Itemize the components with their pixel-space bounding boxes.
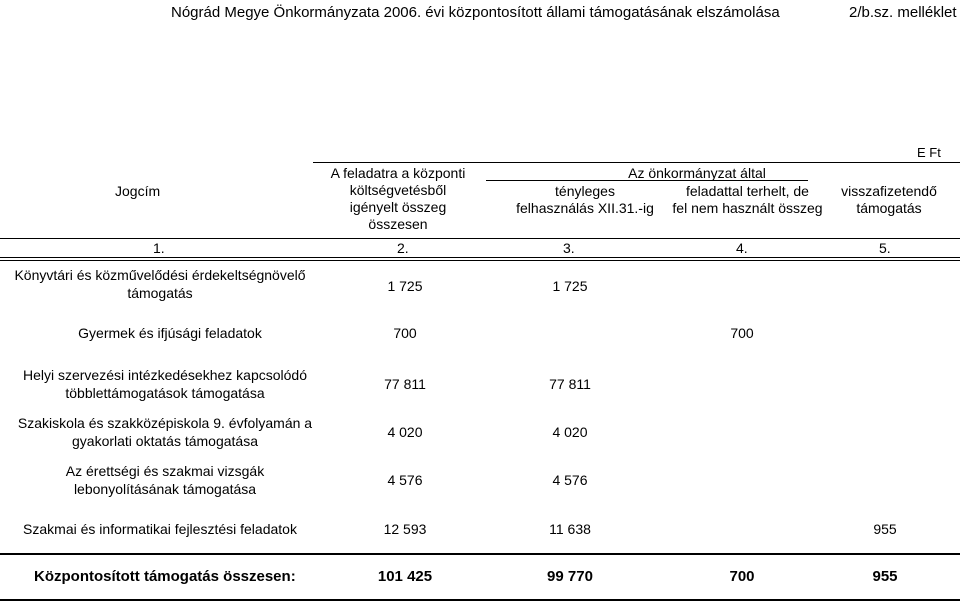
header-col4-line: feladattal terhelt, de [686, 183, 809, 199]
header-col3 [490, 183, 680, 217]
total-col5: 955 [872, 568, 898, 585]
column-number: 5. [879, 240, 891, 256]
header-col2-line: összesen [368, 216, 428, 232]
cell-col3: 1 725 [552, 278, 588, 294]
table-row-label: Gyermek és ifjúsági feladatok [78, 325, 262, 341]
cell-col4: 700 [730, 325, 754, 341]
label-line: támogatás [127, 285, 193, 301]
table-row-label [0, 462, 330, 498]
header-col2-line: költségvetésből [349, 182, 447, 198]
label-line: gyakorlati oktatás támogatása [72, 433, 258, 449]
header-col3-line: tényleges [555, 183, 615, 199]
label-line: lebonyolításának támogatása [73, 481, 257, 497]
cell-col3: 4 576 [552, 472, 588, 488]
header-col5-line: visszafizetendő [841, 183, 937, 199]
column-number: 1. [153, 240, 165, 256]
header-col3-line: felhasználás XII.31.-ig [516, 200, 654, 216]
number-row-rule [0, 257, 960, 258]
cell-col3: 77 811 [549, 376, 591, 392]
total-row-top-rule [0, 553, 960, 555]
total-col2: 101 425 [377, 568, 433, 585]
table-row-label [0, 366, 330, 402]
total-label: Központosított támogatás összesen: [34, 568, 296, 585]
cell-col2: 1 725 [387, 278, 423, 294]
document-title: Nógrád Megye Önkormányzata 2006. évi központosított állami támogatásának elszámolása [171, 4, 780, 21]
cell-col2: 700 [393, 325, 417, 341]
cell-col5: 955 [873, 521, 897, 537]
column-number: 3. [563, 240, 575, 256]
total-col3: 99 770 [547, 568, 593, 585]
header-jogcim: Jogcím [115, 183, 161, 199]
cell-col3: 11 638 [549, 521, 591, 537]
cell-col2: 12 593 [383, 521, 427, 537]
header-col2-line: A feladatra a központi [330, 165, 466, 181]
cell-col2: 4 020 [387, 424, 423, 440]
total-col4: 700 [729, 568, 755, 585]
cell-col3: 4 020 [552, 424, 588, 440]
header-group: Az önkormányzat által [628, 165, 766, 181]
header-top-rule [313, 162, 960, 163]
label-line: többlettámogatások támogatása [65, 385, 265, 401]
column-number: 2. [397, 240, 409, 256]
header-col2-line: igényelt összeg [349, 199, 447, 215]
header-col4-line: fel nem használt összeg [672, 200, 823, 216]
number-row-rule-2 [0, 260, 960, 261]
column-number: 4. [736, 240, 748, 256]
cell-col2: 4 576 [387, 472, 423, 488]
header-bottom-rule [0, 238, 960, 239]
table-row-label [0, 266, 320, 302]
label-line: Könyvtári és közművelődési érdekeltségnövelő [14, 267, 306, 283]
table-row-label [0, 414, 330, 450]
label-line: Az érettségi és szakmai vizsgák [65, 463, 265, 479]
cell-col2: 77 811 [384, 376, 426, 392]
label-line: Szakiskola és szakközépiskola 9. évfolyamán a [17, 415, 313, 431]
header-col2 [318, 165, 478, 233]
header-col5-line: támogatás [856, 200, 922, 216]
table-row-label: Szakmai és informatikai fejlesztési feladatok [23, 521, 297, 537]
header-col4 [655, 183, 840, 217]
annex-label: 2/b.sz. melléklet [849, 4, 957, 21]
header-col5 [818, 183, 960, 217]
label-line: Helyi szervezési intézkedésekhez kapcsolódó [22, 367, 308, 383]
unit-label: E Ft [917, 145, 941, 160]
